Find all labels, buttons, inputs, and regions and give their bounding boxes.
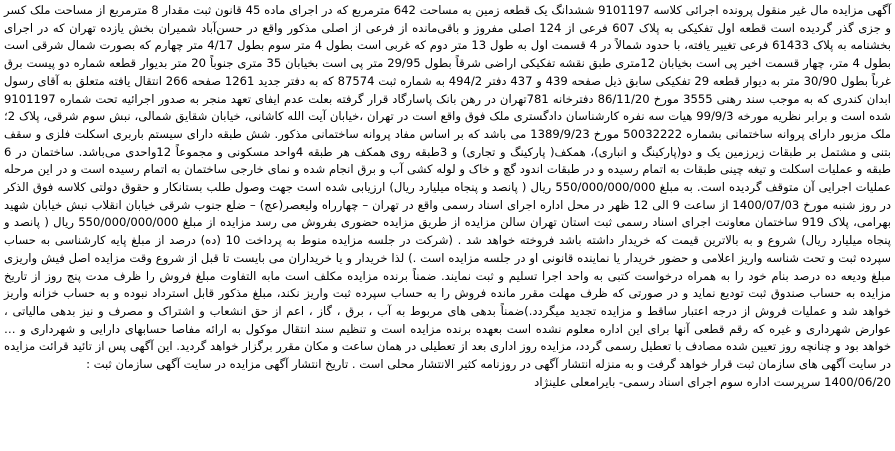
notice-date-signature: 1400/06/20 سرپرست اداره سوم اجرای اسناد رسمی- بایرامعلی علینژاد [534,374,891,389]
notice-body-text: آگهی مزایده مال غیر منقول پرونده اجرائی کلاسه 9101197 ششدانگ یک قطعه زمین به مساحت 642 مترمربع که در اجرای ماده 45 قانون ثبت مقدار 8 مترمربع از مساحت ملک کسر و جزی گذر گردیده است قطعه اول تفکیکی به پلاک 607 فرعی از 124 اصلی مفروز و باقی‌مانده از فرعی از اصلی مذکور واقع در حسن‌آباد شمیران بخش یازده تهران که در اجرای بخشنامه به پلاک 61433 فرعی تغییر یافته، با حدود شمالاً در 4 قسمت اول به طول 13 متر دوم که غربی است بطول 4 متر سوم بطول 4/17 متر چهارم که بصورت شمال شرقی است بطول 4 متر، چهار قسمت اخیر پی است بخیابان 12متری طبق نقشه تفکیکی اراضی شرقاً بطول 29/95 متر پی است بخیابان 35 متری جنوباً 20 متر بدیوار قطعه شماره دو پیست برق غرباً بطول 30/90 متر به دیوار قطعه 29 تفکیکی سابق ذیل صفحه 439 و 437 دفتر 494/2 به شماره ثبت 87574 که به دفتر جدید 1261 صفحه 266 انتقال یافته متعلق به آقای رسول ابدان کندری که به موجب سند رهنی 3555 مورخ 86/11/20 دفترخانه 781تهران در رهن بانک پاسارگاد قرار گرفته بعلت عدم ایفای تعهد منجر به صدور اجرائیه تحت شماره 9101197 شده است و برابر نظریه مورخه 99/9/3 هیات سه نفره کارشناسان دادگستری ملک فوق واقع است در تهران ،خیابان آیت الله کاشانی، خیابان شقایق شمالی، نبش سوم شرقی، پلاک 2؛ ملک مزبور دارای پروانه ساختمانی بشماره 50032222 مورخ 1389/9/23 می باشد که بر اساس مفاد پروانه ساختمانی مذکور. شش طبقه دارای سیستم باربری اسکلت فلزی و سقف بتنی و مشتمل بر طبقات زیرزمین یک و دو(پارکینگ و انباری)، همکف( پارکینگ و تجاری) و 3طبقه روی همکف هر طبقه 4واحد مسکونی و مجموعاً 12واحدی می‌باشد. ساختمان در 6 طبقه و عملیات اسکلت و تیغه چینی طبقات به اتمام رسیده و در طبقات اندود گچ و خاک و لوله کشی آب و برق انجام شده و نمای خارجی ساختمان به اتمام رسیده است و در این مرحله عملیات اجرایی آن متوقف گردیده است. به مبلغ 550/000/000/000 ریال ( پانصد و پنجاه میلیارد ریال) ارزیابی شده است جهت وصول طلب بستانکار و حقوق دولتی کلاسه فوق الذکر در روز شنبه مورخ 1400/07/03 از ساعت 9 الی 12 ظهر در محل اداره اجرای اسناد رسمی واقع در تهران – چهارراه ولیعصر(عج) – ضلع جنوب شرقی خیابان انقلاب نبش خیابان شهید بهرامی، پلاک 919 ساختمان معاونت اجرای اسناد رسمی ثبت استان تهران سالن مزایده از طریق مزایده حضوری بفروش می رسد مزایده از مبلغ 550/000/000/000 ریال ( پانصد و پنجاه میلیارد ریال) شروع و به بالاترین قیمت که خریدار داشته باشد فروخته خواهد شد . (شرکت در جلسه مزایده منوط به پرداخت 10 (ده) درصد از مبلغ پایه کارشناسی به حساب سپرده ثبت و تحت شناسه واریز اعلامی و حضور خریدار یا نماینده قانونی او در جلسه مزایده است .) لذا خریدار و یا خریداران می بایست تا قبل از شروع وقت مزایده اصل فیش واریزی مبلغ ودیعه ده درصد بنام خود را به همراه درخواست کتبی به واحد اجرا تسلیم و ثبت نمایند. ضمناً برنده مزایده مکلف است مابه التفاوت مبلغ فروش را ظرف مدت پنج روز از تاریخ مزایده به حساب صندوق ثبت تودیع نماید و در صورتی که ظرف مهلت مقرر مانده فروش را به حساب سپرده ثبت واریز نکند، مبلغ مذکور قابل استرداد نبوده و به حساب خزانه واریز خواهد شد و عملیات فروش از درجه اعتبار ساقط و مزایده تجدید میگردد.)ضمناً بدهی های مربوط به آب ، برق ، گاز ، اعم از حق انشعاب و اشتراک و مصرف و نیز بدهی مالیاتی ، عوارض شهرداری و غیره که رقم قطعی آنها برای این اداره معلوم نشده است بعهده برنده مزایده است و تنظیم سند انتقال موکول به ارائه مفاصا حسابهای دارایی و شهرداری و … خواهد بود و چنانچه روز تعیین شده مصادف با تعطیل رسمی گردد، مزایده روز اداری بعد از تعطیلی در همان ساعت و مکان مقرر برگزار خواهد گردید. این آگهی پس از تائید قرائت مزایده در سایت آگهی های سازمان ثبت قرار خواهد گرفت و به منزله انتشار آگهی در روزنامه کثیر الانتشار محلی است . تاریخ انتشار آگهی مزایده در سایت آگهی سازمان ثبت : [4,3,892,372]
